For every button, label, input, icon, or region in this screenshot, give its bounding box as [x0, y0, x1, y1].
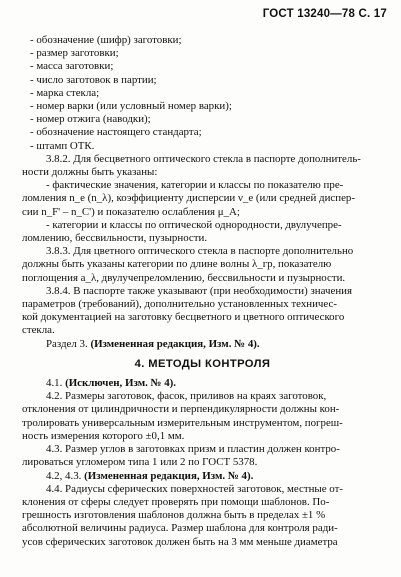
- list-item: - размер заготовки;: [30, 47, 119, 60]
- paragraph-4-1: [22, 377, 383, 390]
- paragraph-4-2: [22, 390, 383, 443]
- section-3-amendment-note: [22, 338, 383, 351]
- para-bold: (Измененная редакция, Изм. № 4).: [84, 469, 254, 482]
- text-line: 3.8.2. Для бесцветного оптического стекла в паспорте дополнитель-: [46, 152, 361, 165]
- text-line: - категории и классы по оптической однородности, двулучепре-: [46, 218, 342, 231]
- text-line: ности должны быть указаны:: [22, 166, 158, 179]
- text-line: - фактические значения, категории и классы по показателю пре-: [46, 179, 344, 192]
- para-prefix: 4.2, 4.3.: [46, 469, 82, 482]
- text-line: должны быть указаны категории по длине волны λ_гр, показателю: [22, 258, 332, 271]
- paragraph-4-4: [22, 483, 383, 549]
- list-item: - обозначение (шифр) заготовки;: [30, 34, 182, 46]
- text-line: отклонения от цилиндричности и перпендикулярности должны кон-: [22, 403, 340, 416]
- page-header: ГОСТ 13240—78 С. 17: [262, 8, 387, 20]
- list-item: - номер варки (или условный номер варки);: [30, 100, 232, 113]
- text-line: грешность изготовления шаблонов должна быть в пределах ±1 %: [22, 509, 326, 522]
- para-prefix: 4.1.: [46, 377, 63, 390]
- text-line: 3.8.3. Для цветного оптического стекла в паспорте дополнительно: [46, 245, 354, 258]
- text-line: параметров (требований), дополнительно установленных техничес-: [22, 298, 337, 311]
- text-line: 4.2. Размеры заготовок, фасок, приливов на краях заготовок,: [46, 390, 327, 403]
- text-line: абсолютной величины радиуса. Размер шаблона для контроля ради-: [22, 522, 338, 535]
- paragraph-3-8-3: [22, 245, 383, 285]
- text-line: лироваться угломером типа 1 или 2 по ГОСТ 5378.: [22, 456, 258, 469]
- paragraph-3-8-2: [22, 153, 383, 245]
- text-line: сии n_F' – n_C') и показателю ослабления μ_A;: [22, 205, 240, 218]
- note-bold: (Измененная редакция, Изм. № 4).: [90, 337, 260, 350]
- note-prefix: Раздел 3.: [46, 337, 88, 350]
- text-line: поглощения a_λ, двулучепреломлению, бессвильности и пузырности.: [22, 271, 346, 284]
- list-item: - номер отжига (наводки);: [30, 113, 151, 126]
- text-line: клонения от сферы следует проверять при помощи шаблонов. По-: [22, 495, 330, 508]
- paragraph-3-8-4: [22, 285, 383, 338]
- text-line: ломлению, бессвильности, пузырности.: [22, 232, 208, 245]
- list-item: - обозначение настоящего стандарта;: [30, 126, 202, 139]
- text-line: стекла.: [22, 324, 55, 337]
- paragraph-4-2-4-3-note: [22, 470, 383, 483]
- text-line: усов сферических заготовок должен быть на 3 мм меньше диаметра: [22, 535, 338, 548]
- list-item: - штамп ОТК.: [30, 139, 95, 152]
- text-line: 3.8.4. В паспорте также указывают (при необходимости) значения: [46, 284, 352, 297]
- text-line: 4.4. Радиусы сферических поверхностей заготовок, местные от-: [46, 482, 343, 495]
- text-line: тролировать универсальным измерительным инструментом, погреш-: [22, 416, 343, 429]
- paragraph-4-3: [22, 443, 383, 469]
- document-body: [22, 34, 383, 549]
- text-line: ность измерения которого ±0,1 мм.: [22, 429, 185, 442]
- para-bold: (Исключен, Изм. № 4).: [65, 377, 177, 390]
- list-item: - масса заготовки;: [30, 60, 114, 73]
- text-line: 4.3. Размер углов в заготовках призм и пластин должен контро-: [46, 443, 340, 456]
- section-4-title: 4. МЕТОДЫ КОНТРОЛЯ: [134, 357, 271, 370]
- text-line: ломления n_e (n_λ), коэффициенту дисперсии ν_e (или средней диспер-: [22, 192, 355, 205]
- list-item: - марка стекла;: [30, 86, 100, 99]
- list-item: - число заготовок в партии;: [30, 73, 157, 86]
- text-line: кой документацией на заготовку бесцветного и цветного оптического: [22, 311, 345, 324]
- passport-field-list: [22, 34, 383, 153]
